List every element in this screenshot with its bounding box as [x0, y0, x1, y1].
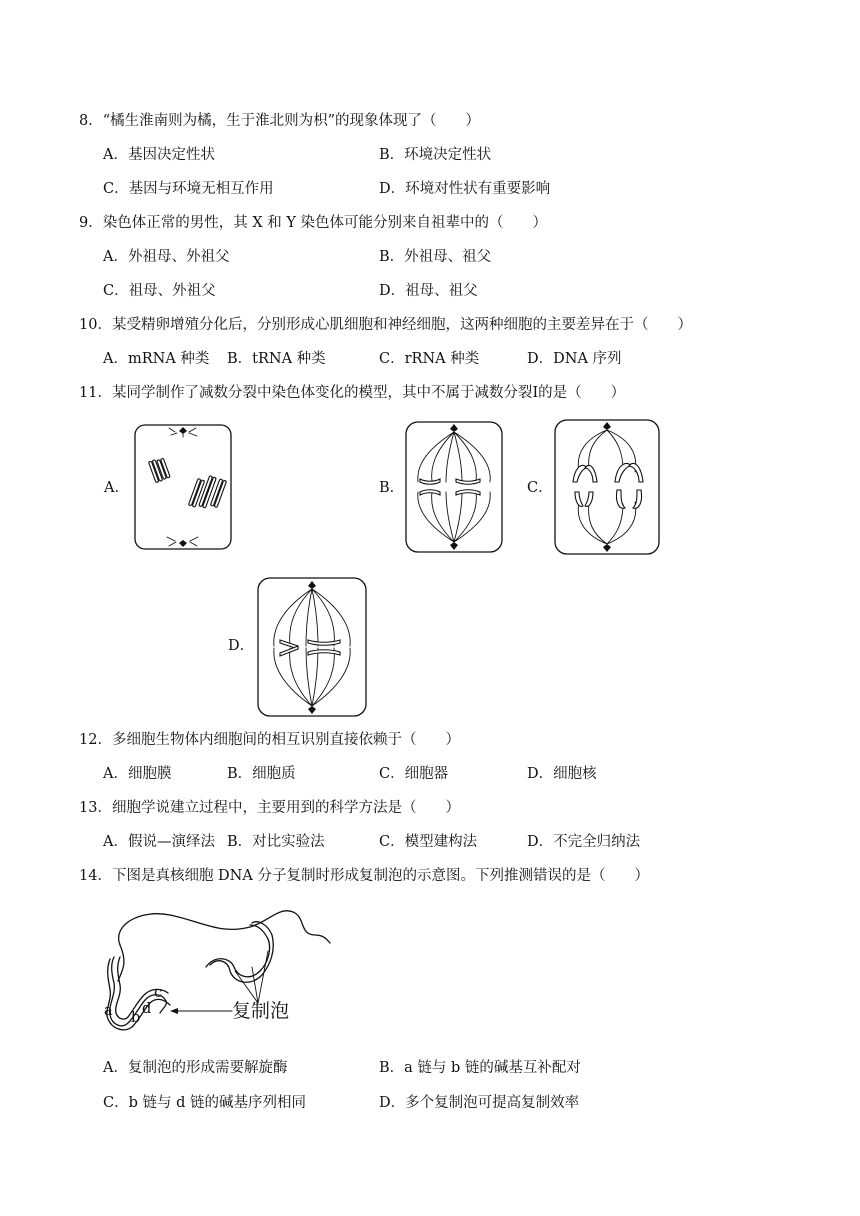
q10-stem: 10．某受精卵增殖分化后，分别形成心肌细胞和神经细胞，这两种细胞的主要差异在于（ ） [79, 317, 692, 333]
q12-stem: 12．多细胞生物体内细胞间的相互识别直接依赖于（ ） [79, 732, 460, 748]
q8-option-a[interactable]: A．基因决定性状 [103, 147, 215, 163]
q9-option-c[interactable]: C．祖母、外祖父 [103, 283, 216, 299]
q12-option-d[interactable]: D．细胞核 [527, 766, 597, 782]
q14-stem: 14．下图是真核细胞 DNA 分子复制时形成复制泡的示意图。下列推测错误的是（ ） [79, 868, 649, 884]
q13-option-c[interactable]: C．模型建构法 [379, 834, 478, 850]
strand-label-c: c [154, 985, 163, 1001]
q9-stem: 9．染色体正常的男性，其 X 和 Y 染色体可能分别来自祖辈中的（ ） [79, 215, 548, 231]
q12-option-b[interactable]: B．细胞质 [227, 766, 296, 782]
q8-option-c[interactable]: C．基因与环境无相互作用 [103, 181, 274, 197]
q14-option-b[interactable]: B．a 链与 b 链的碱基互补配对 [379, 1060, 581, 1076]
cell-diagram-c[interactable] [553, 418, 661, 556]
q11-option-a-label[interactable]: A． [104, 480, 129, 496]
q10-option-a[interactable]: A．mRNA 种类 [103, 351, 210, 367]
q8-stem: 8．“橘生淮南则为橘，生于淮北则为枳”的现象体现了（ ） [79, 113, 481, 129]
q14-option-a[interactable]: A．复制泡的形成需要解旋酶 [103, 1060, 288, 1076]
q10-option-c[interactable]: C．rRNA 种类 [379, 351, 480, 367]
q13-option-a[interactable]: A．假说—演绎法 [103, 834, 215, 850]
q12-option-c[interactable]: C．细胞器 [379, 766, 449, 782]
q10-option-d[interactable]: D．DNA 序列 [527, 351, 622, 367]
q14-option-d[interactable]: D．多个复制泡可提高复制效率 [379, 1095, 580, 1111]
cell-diagram-b[interactable] [404, 420, 504, 554]
cell-diagram-d[interactable] [256, 576, 368, 718]
q8-option-b[interactable]: B．环境决定性状 [379, 147, 492, 163]
strand-label-a: a [104, 1003, 113, 1019]
q11-option-b-label[interactable]: B． [379, 480, 405, 496]
strand-label-b: b [131, 1010, 141, 1026]
q12-option-a[interactable]: A．细胞膜 [103, 766, 172, 782]
q13-stem: 13．细胞学说建立过程中，主要用到的科学方法是（ ） [79, 800, 460, 816]
q11-stem: 11．某同学制作了减数分裂中染色体变化的模型，其中不属于减数分裂Ⅰ的是（ ） [79, 385, 626, 401]
q11-option-c-label[interactable]: C． [527, 480, 553, 496]
q11-option-d-label[interactable]: D． [228, 638, 255, 654]
q13-option-b[interactable]: B．对比实验法 [227, 834, 325, 850]
q14-option-c[interactable]: C．b 链与 d 链的碱基序列相同 [103, 1095, 306, 1111]
replication-bubble-diagram [100, 905, 340, 1045]
q10-option-b[interactable]: B．tRNA 种类 [227, 351, 326, 367]
q9-option-b[interactable]: B．外祖母、祖父 [379, 249, 492, 265]
replication-bubble-label: 复制泡 [232, 1000, 290, 1022]
cell-diagram-a[interactable] [133, 423, 233, 551]
q8-option-d[interactable]: D．环境对性状有重要影响 [379, 181, 551, 197]
q9-option-d[interactable]: D．祖母、祖父 [379, 283, 478, 299]
q9-option-a[interactable]: A．外祖母、外祖父 [103, 249, 230, 265]
strand-label-d: d [142, 1001, 152, 1017]
q13-option-d[interactable]: D．不完全归纳法 [527, 834, 641, 850]
